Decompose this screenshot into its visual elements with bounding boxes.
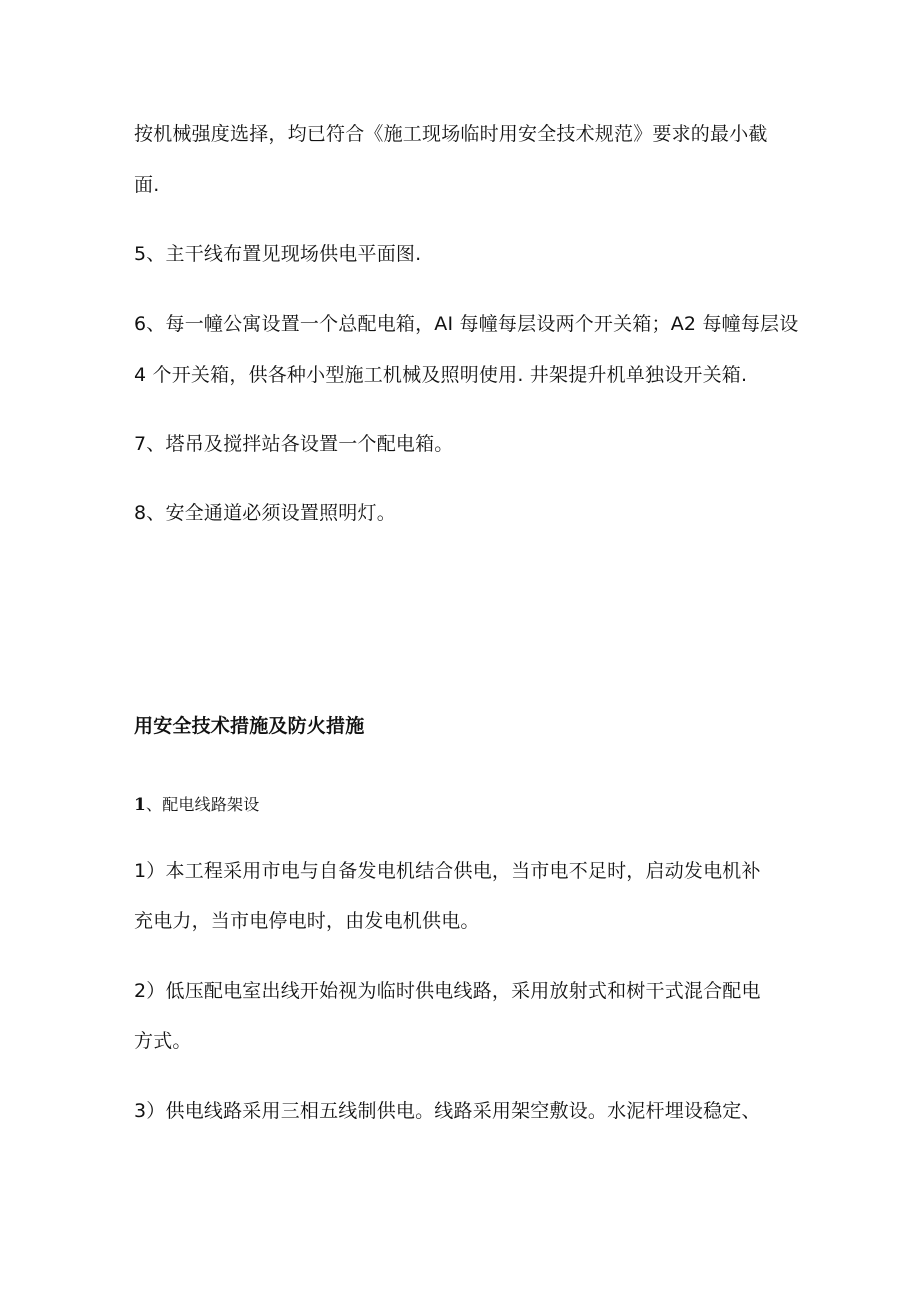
paragraph-line: 1）本工程采用市电与自备发电机结合供电，当市电不足时，启动发电机补	[134, 860, 761, 882]
subsection-title	[134, 792, 259, 818]
subsection-label: 、配电线路架设	[146, 795, 260, 814]
text-line: 4 个开关箱，供各种小型施工机械及照明使用. 井架提升机单独设开关箱.	[134, 364, 748, 386]
paragraph-line: 方式。	[134, 1030, 192, 1052]
text-line: 按机械强度选择，均已符合《施工现场临时用安全技术规范》要求的最小截	[134, 123, 768, 145]
paragraph-line: 2）低压配电室出线开始视为临时供电线路，采用放射式和树干式混合配电	[134, 980, 761, 1002]
text-line: 5、主干线布置见现场供电平面图.	[134, 243, 422, 265]
paragraph-line: 充电力，当市电停电时，由发电机供电。	[134, 910, 480, 932]
section-heading: 用安全技术措施及防火措施	[134, 715, 365, 737]
text-line: 7、塔吊及搅拌站各设置一个配电箱。	[134, 433, 454, 455]
text-line: 面.	[134, 174, 160, 196]
text-line: 6、每一幢公寓设置一个总配电箱，AI 每幢每层设两个开关箱；A2 每幢每层设	[134, 313, 799, 335]
text-line: 8、安全通道必须设置照明灯。	[134, 502, 396, 524]
paragraph-line: 3）供电线路采用三相五线制供电。线路采用架空敷设。水泥杆埋设稳定、	[134, 1100, 761, 1122]
subsection-number: 1	[134, 795, 147, 815]
